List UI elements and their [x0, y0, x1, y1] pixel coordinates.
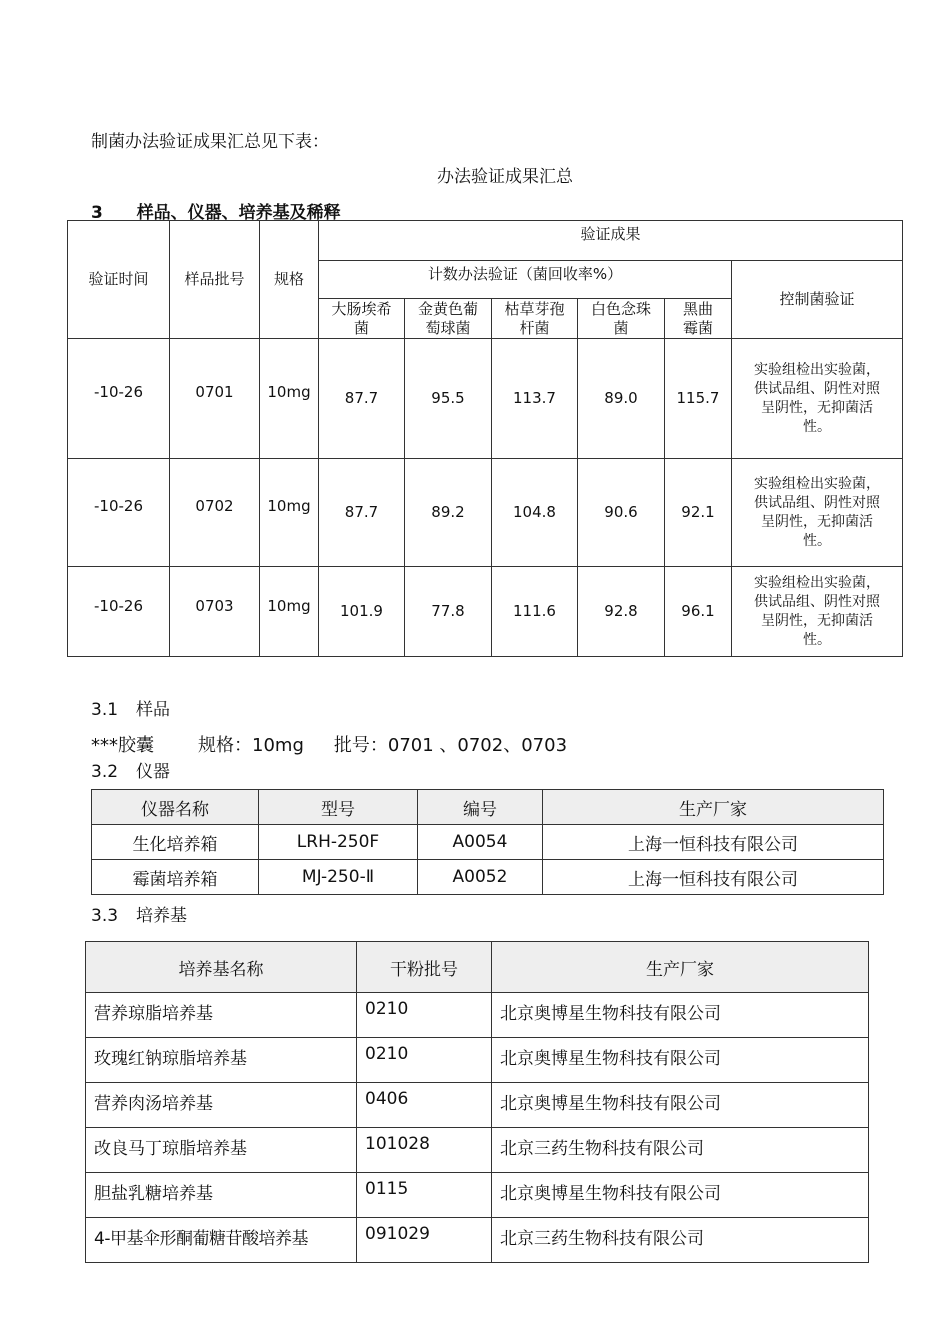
cell-control-note: 实验组检出实验菌， 供试品组、阴性对照 呈阴性，无抑菌活 性。	[732, 567, 903, 657]
cell-spec: 10mg	[260, 567, 319, 657]
cell-value: 92.1	[665, 459, 732, 567]
table-cell: 北京三药生物科技有限公司	[492, 1218, 869, 1263]
cell-value: 87.7	[319, 459, 405, 567]
results-table	[67, 220, 903, 657]
header-results: 验证成果	[319, 221, 903, 261]
table-row	[86, 1038, 869, 1083]
organism-header: 白色念珠 菌	[578, 299, 665, 339]
cell-batch: 0703	[170, 567, 260, 657]
table-row	[68, 459, 903, 567]
table-row	[86, 993, 869, 1038]
organism-header: 黑曲 霉菌	[665, 299, 732, 339]
section-3-1-heading	[91, 695, 170, 720]
section-3-1-title: 样品	[136, 700, 171, 720]
table-row	[86, 1128, 869, 1173]
cell-time: -10-26	[68, 459, 170, 567]
cell-value: 96.1	[665, 567, 732, 657]
table-cell: 营养肉汤培养基	[86, 1083, 357, 1128]
cell-batch: 0702	[170, 459, 260, 567]
section-3-3-title: 培养基	[136, 906, 188, 926]
table-row	[68, 339, 903, 459]
table-cell: A0052	[418, 860, 543, 895]
cell-time: -10-26	[68, 339, 170, 459]
cell-value: 90.6	[578, 459, 665, 567]
cell-value: 101.9	[319, 567, 405, 657]
section-3-2-title: 仪器	[136, 762, 171, 782]
table-cell: 胆盐乳糖培养基	[86, 1173, 357, 1218]
table-cell: 上海一恒科技有限公司	[543, 825, 884, 860]
cell-control-note: 实验组检出实验菌， 供试品组、阴性对照 呈阴性，无抑菌活 性。	[732, 459, 903, 567]
cell-value: 104.8	[492, 459, 578, 567]
table-row	[92, 860, 884, 895]
cell-value: 77.8	[405, 567, 492, 657]
sample-batch: 批号：0701 、0702、0703	[333, 735, 568, 756]
table-cell: 4-甲基伞形酮葡糖苷酸培养基	[86, 1218, 357, 1263]
cell-value: 113.7	[492, 339, 578, 459]
organism-header: 大肠埃希 菌	[319, 299, 405, 339]
table-row	[92, 825, 884, 860]
cell-value: 92.8	[578, 567, 665, 657]
header-time: 验证时间	[68, 221, 170, 339]
table-cell: 0115	[357, 1173, 492, 1218]
column-header: 干粉批号	[357, 942, 492, 993]
table-cell: 生化培养箱	[92, 825, 259, 860]
cell-value: 115.7	[665, 339, 732, 459]
cell-batch: 0701	[170, 339, 260, 459]
table-cell: 北京奥博星生物科技有限公司	[492, 1083, 869, 1128]
header-batch: 样品批号	[170, 221, 260, 339]
section-3-2-number: 3.2	[91, 762, 119, 782]
table-cell: 091029	[357, 1218, 492, 1263]
table-row	[86, 1083, 869, 1128]
table-cell: 0406	[357, 1083, 492, 1128]
table-cell: MJ-250-Ⅱ	[259, 860, 418, 895]
table-cell: 改良马丁琼脂培养基	[86, 1128, 357, 1173]
table-cell: 北京三药生物科技有限公司	[492, 1128, 869, 1173]
cell-value: 89.0	[578, 339, 665, 459]
cell-value: 87.7	[319, 339, 405, 459]
column-header: 型号	[259, 790, 418, 825]
sample-name: ***胶囊	[91, 735, 154, 756]
table-cell: LRH-250F	[259, 825, 418, 860]
column-header: 生产厂家	[543, 790, 884, 825]
table-header-row	[86, 942, 869, 993]
table-cell: 0210	[357, 993, 492, 1038]
table-cell: A0054	[418, 825, 543, 860]
table-cell: 玫瑰红钠琼脂培养基	[86, 1038, 357, 1083]
cell-value: 111.6	[492, 567, 578, 657]
column-header: 仪器名称	[92, 790, 259, 825]
header-count-method: 计数办法验证（菌回收率%）	[319, 261, 732, 299]
header-spec: 规格	[260, 221, 319, 339]
table-cell: 霉菌培养箱	[92, 860, 259, 895]
sample-spec: 规格：10mg	[198, 735, 304, 756]
cell-spec: 10mg	[260, 459, 319, 567]
section-3-title: 样品、仪器、培养基及稀释	[136, 203, 341, 223]
table-cell: 北京奥博星生物科技有限公司	[492, 993, 869, 1038]
table-row	[86, 1173, 869, 1218]
section-3-number: 3	[91, 203, 103, 223]
column-header: 生产厂家	[492, 942, 869, 993]
table-title: 办法验证成果汇总	[437, 167, 573, 187]
column-header: 编号	[418, 790, 543, 825]
cell-time: -10-26	[68, 567, 170, 657]
header-control: 控制菌验证	[732, 261, 903, 339]
section-3-3-heading	[91, 901, 187, 926]
organism-header: 金黄色葡 萄球菌	[405, 299, 492, 339]
table-cell: 101028	[357, 1128, 492, 1173]
table-cell: 北京奥博星生物科技有限公司	[492, 1038, 869, 1083]
cell-control-note: 实验组检出实验菌， 供试品组、阴性对照 呈阴性，无抑菌活 性。	[732, 339, 903, 459]
table-cell: 上海一恒科技有限公司	[543, 860, 884, 895]
cell-value: 95.5	[405, 339, 492, 459]
intro-text: 制菌办法验证成果汇总见下表：	[91, 132, 329, 152]
cell-spec: 10mg	[260, 339, 319, 459]
cell-value: 89.2	[405, 459, 492, 567]
column-header: 培养基名称	[86, 942, 357, 993]
section-3-1-number: 3.1	[91, 700, 119, 720]
table-header-row	[92, 790, 884, 825]
media-table	[85, 941, 869, 1263]
sample-line	[91, 731, 567, 757]
section-3-2-heading	[91, 757, 170, 782]
instruments-table	[91, 789, 884, 895]
section-3-3-number: 3.3	[91, 906, 119, 926]
organism-header: 枯草芽孢 杆菌	[492, 299, 578, 339]
table-cell: 营养琼脂培养基	[86, 993, 357, 1038]
table-row	[86, 1218, 869, 1263]
table-cell: 北京奥博星生物科技有限公司	[492, 1173, 869, 1218]
table-row	[68, 567, 903, 657]
table-cell: 0210	[357, 1038, 492, 1083]
